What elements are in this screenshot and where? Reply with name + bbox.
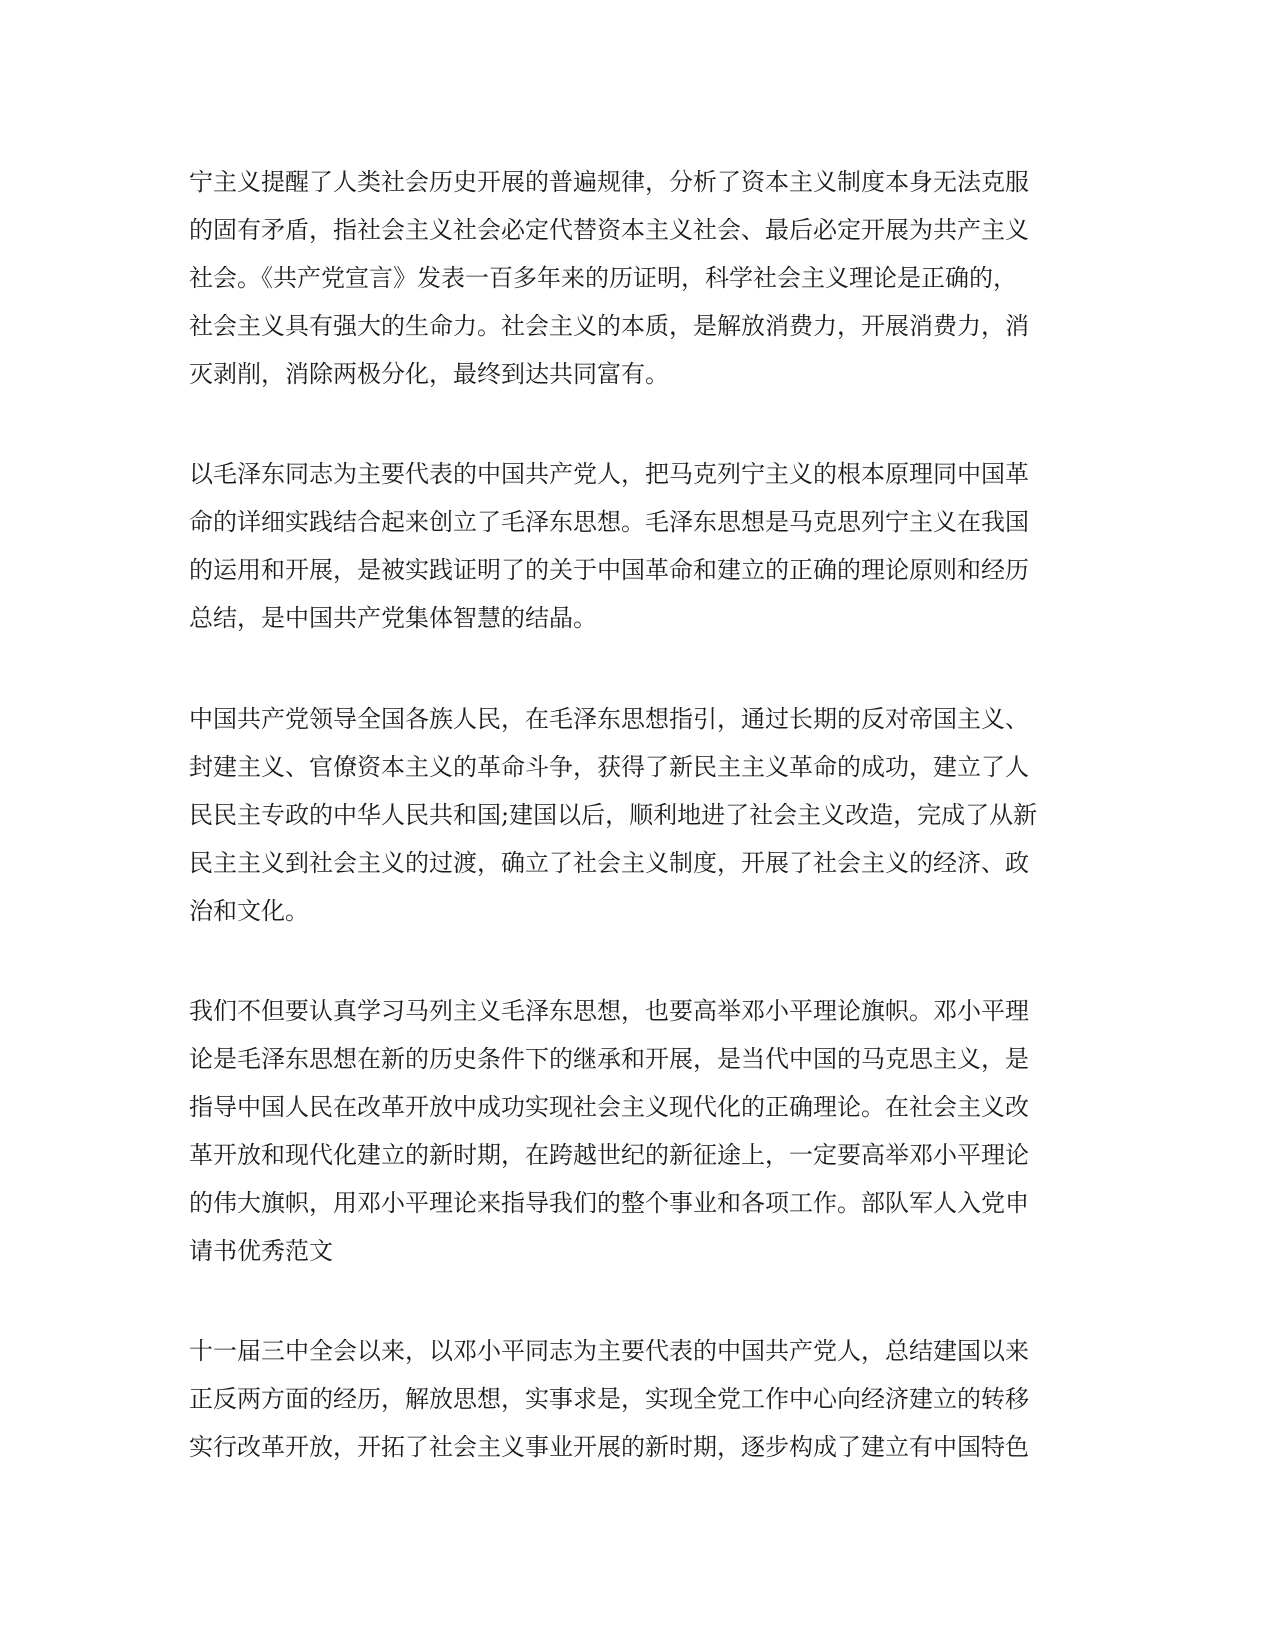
paragraph-line: 十一届三中全会以来，以邓小平同志为主要代表的中国共产党人，总结建国以来 — [189, 1337, 1029, 1365]
paragraph-line: 的伟大旗帜，用邓小平理论来指导我们的整个事业和各项工作。部队军人入党申 — [189, 1189, 1029, 1217]
paragraph-line: 革开放和现代化建立的新时期，在跨越世纪的新征途上，一定要高举邓小平理论 — [189, 1141, 1029, 1169]
paragraph-4 — [189, 987, 1069, 1275]
paragraph-line: 社会主义具有强大的生命力。社会主义的本质，是解放消费力，开展消费力，消 — [189, 312, 1029, 340]
paragraph-line: 的固有矛盾，指社会主义社会必定代替资本主义社会、最后必定开展为共产主义 — [189, 216, 1029, 244]
paragraph-1 — [189, 158, 1069, 398]
paragraph-line: 以毛泽东同志为主要代表的中国共产党人，把马克列宁主义的根本原理同中国革 — [189, 460, 1029, 488]
paragraph-line: 中国共产党领导全国各族人民，在毛泽东思想指引，通过长期的反对帝国主义、 — [189, 705, 1029, 733]
paragraph-line: 正反两方面的经历，解放思想，实事求是，实现全党工作中心向经济建立的转移 — [189, 1385, 1029, 1413]
paragraph-2 — [189, 450, 1069, 642]
paragraph-line: 的运用和开展，是被实践证明了的关于中国革命和建立的正确的理论原则和经历 — [189, 556, 1029, 584]
paragraph-line: 治和文化。 — [189, 897, 309, 925]
paragraph-line: 社会。《共产党宣言》发表一百多年来的历证明，科学社会主义理论是正确的， — [189, 264, 1017, 292]
paragraph-5 — [189, 1327, 1069, 1471]
paragraph-line: 命的详细实践结合起来创立了毛泽东思想。毛泽东思想是马克思列宁主义在我国 — [189, 508, 1029, 536]
paragraph-line: 宁主义提醒了人类社会历史开展的普遍规律，分析了资本主义制度本身无法克服 — [189, 168, 1029, 196]
paragraph-line: 论是毛泽东思想在新的历史条件下的继承和开展，是当代中国的马克思主义，是 — [189, 1045, 1029, 1073]
paragraph-line: 指导中国人民在改革开放中成功实现社会主义现代化的正确理论。在社会主义改 — [189, 1093, 1029, 1121]
paragraph-line: 请书优秀范文 — [189, 1237, 333, 1265]
paragraph-line: 民主主义到社会主义的过渡，确立了社会主义制度，开展了社会主义的经济、政 — [189, 849, 1029, 877]
paragraph-line: 我们不但要认真学习马列主义毛泽东思想，也要高举邓小平理论旗帜。邓小平理 — [189, 997, 1029, 1025]
paragraph-line: 民民主专政的中华人民共和国;建国以后，顺利地进了社会主义改造，完成了从新 — [189, 801, 1038, 829]
paragraph-line: 封建主义、官僚资本主义的革命斗争，获得了新民主主义革命的成功，建立了人 — [189, 753, 1029, 781]
paragraph-line: 总结，是中国共产党集体智慧的结晶。 — [189, 604, 597, 632]
paragraph-line: 灭剥削，消除两极分化，最终到达共同富有。 — [189, 360, 669, 388]
paragraph-3 — [189, 695, 1069, 935]
paragraph-line: 实行改革开放，开拓了社会主义事业开展的新时期，逐步构成了建立有中国特色 — [189, 1433, 1029, 1461]
